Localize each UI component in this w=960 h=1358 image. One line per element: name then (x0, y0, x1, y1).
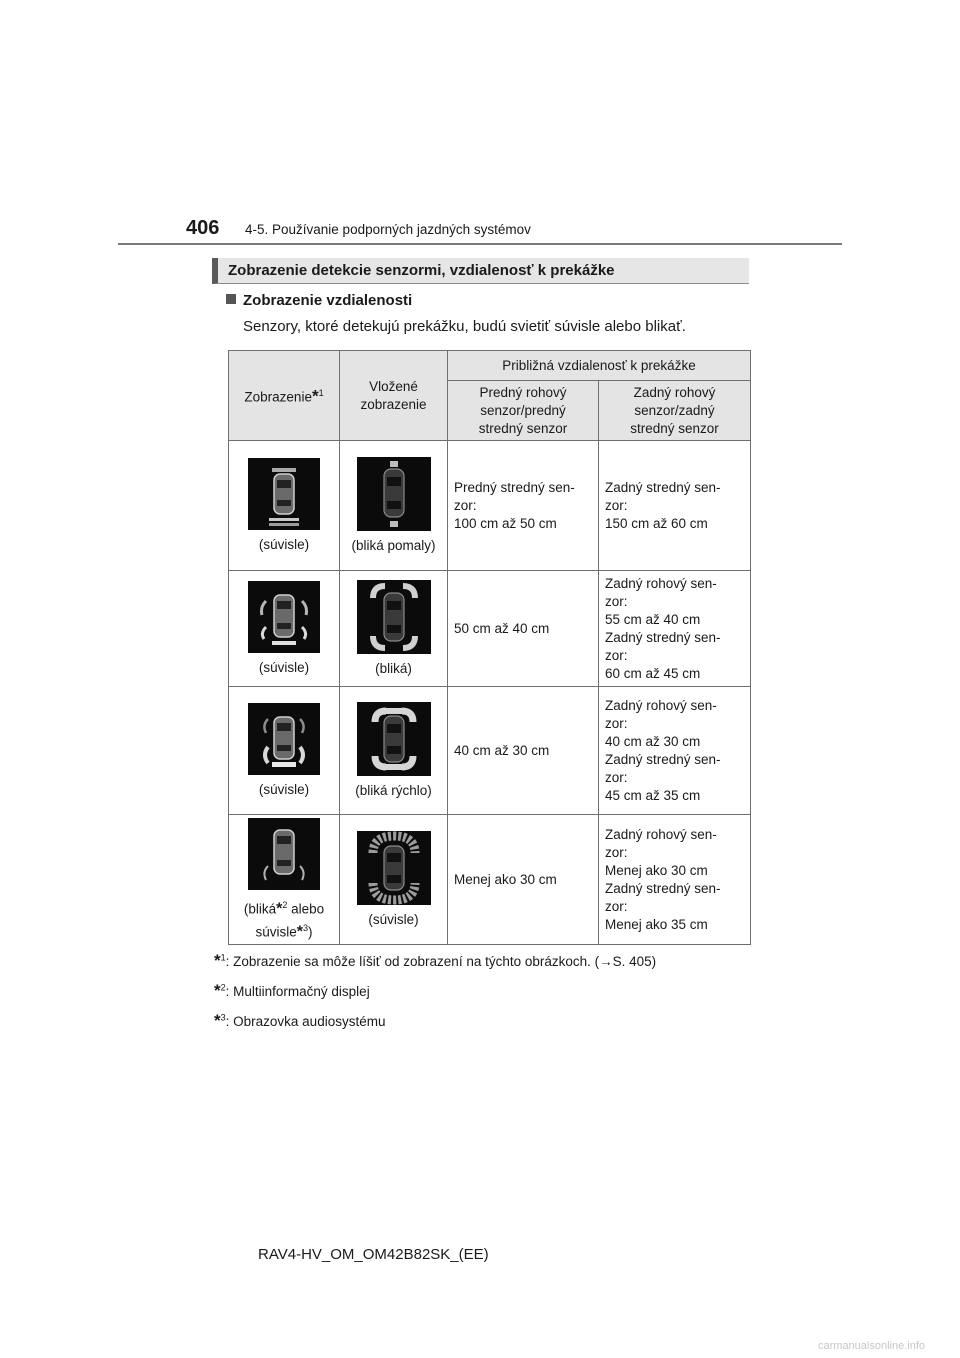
header-display-label: Zobrazenie (244, 389, 312, 405)
asterisk-mark: * (296, 923, 303, 940)
sedan-embedded-far-image (357, 457, 431, 531)
asterisk-mark: * (276, 900, 283, 918)
caption-part: ) (308, 924, 313, 939)
header-distance: Približná vzdialenosť k prekážke (448, 351, 751, 381)
footnote-text: : Obrazovka audiosystému (225, 1014, 386, 1029)
asterisk-mark: * (311, 386, 319, 406)
footnote-number: 2 (220, 982, 226, 993)
page-number: 406 (186, 217, 220, 239)
caption-sup: 3 (302, 922, 308, 933)
rear-distance-cell (599, 441, 751, 571)
table-row (229, 687, 751, 815)
embedded-caption: (bliká pomaly) (351, 537, 436, 553)
suv-display-closest-image (248, 818, 320, 890)
table-row (229, 815, 751, 945)
table-row (229, 571, 751, 687)
header-front-label: Predný rohový senzor/predný stredný senzor (478, 384, 568, 436)
rear-distance: Zadný rohový sen- zor: 40 cm až 30 cm Zadný stredný sen- zor: 45 cm až 35 cm (605, 697, 721, 803)
rear-distance-cell (599, 687, 751, 815)
display-caption: (súvisle) (258, 781, 310, 797)
caption-part: súvisle (255, 924, 297, 939)
footnote (214, 1011, 656, 1031)
embedded-caption: (bliká) (375, 660, 412, 676)
section-title-bar (212, 258, 749, 284)
footnote-text: : Multiinformačný displej (225, 984, 370, 999)
watermark: carmanualsonline.info (818, 1340, 926, 1352)
footnotes (214, 951, 656, 1041)
front-distance-cell (448, 441, 599, 571)
asterisk-mark: * (214, 1011, 221, 1030)
subheading-text: Zobrazenie vzdialenosti (243, 292, 413, 309)
front-distance-cell (448, 571, 599, 687)
front-distance: 40 cm až 30 cm (454, 742, 550, 758)
embedded-caption: (súvisle) (368, 911, 419, 927)
embedded-cell (340, 815, 448, 945)
section-title: Zobrazenie detekcie senzormi, vzdialenosť k prekážke (228, 262, 615, 279)
header-front (448, 381, 599, 441)
display-cell (229, 687, 340, 815)
header-rule (118, 243, 842, 245)
square-bullet-icon (226, 294, 236, 304)
rear-distance: Zadný stredný sen- zor: 150 cm až 60 cm (605, 479, 721, 531)
asterisk-mark: * (214, 951, 221, 970)
front-distance-cell (448, 687, 599, 815)
footnote (214, 981, 656, 1001)
sedan-embedded-closer-image (357, 702, 431, 776)
embedded-cell (340, 571, 448, 687)
display-cell (229, 571, 340, 687)
footnote (214, 951, 656, 971)
display-caption: (súvisle) (258, 659, 310, 675)
header-embedded (340, 351, 448, 441)
caption-sup: 2 (282, 900, 288, 910)
footnote-number: 1 (220, 952, 226, 963)
embedded-cell (340, 441, 448, 571)
header-rear-label: Zadný rohový senzor/zadný stredný senzor (630, 384, 719, 436)
rear-distance-cell (599, 815, 751, 945)
display-cell (229, 441, 340, 571)
front-distance-cell (448, 815, 599, 945)
front-distance: Menej ako 30 cm (454, 871, 557, 887)
footnote-number: 3 (220, 1012, 226, 1023)
caption-part: alebo (287, 901, 325, 917)
header-embedded-label: Vložené zobrazenie (360, 378, 427, 412)
rear-distance: Zadný rohový sen- zor: 55 cm až 40 cm Zadný stredný sen- zor: 60 cm až 45 cm (605, 575, 721, 681)
sedan-embedded-closest-image (357, 831, 431, 905)
suv-display-far-image (248, 458, 320, 530)
intro-text: Senzory, ktoré detekujú prekážku, budú svietiť súvisle alebo blikať. (243, 318, 686, 335)
display-cell (229, 815, 340, 945)
suv-display-closer-image (248, 703, 320, 775)
header-display-sup: 1 (318, 388, 324, 399)
caption-part: (bliká (243, 901, 277, 917)
sedan-embedded-near-image (357, 580, 431, 654)
distance-table (228, 350, 751, 945)
document-code: RAV4-HV_OM_OM42B82SK_(EE) (258, 1246, 489, 1263)
running-head: 4-5. Používanie podporných jazdných systémov (245, 222, 531, 237)
table-row (229, 441, 751, 571)
footnote-text: : Zobrazenie sa môže líšiť od zobrazení na týchto obrázkoch. (→S. 405) (225, 954, 657, 969)
subheading (226, 292, 412, 309)
header-display (229, 351, 340, 441)
header-rear (599, 381, 751, 441)
display-caption: (súvisle) (258, 536, 310, 552)
asterisk-mark: * (214, 981, 221, 1000)
embedded-caption: (bliká rýchlo) (355, 782, 432, 798)
embedded-cell (340, 687, 448, 815)
display-caption (229, 896, 339, 941)
front-distance: 50 cm až 40 cm (454, 620, 550, 636)
suv-display-near-image (248, 581, 320, 653)
rear-distance-cell (599, 571, 751, 687)
front-distance: Predný stredný sen- zor: 100 cm až 50 cm (454, 479, 575, 531)
rear-distance: Zadný rohový sen- zor: Menej ako 30 cm Zadný stredný sen- zor: Menej ako 35 cm (605, 826, 721, 932)
